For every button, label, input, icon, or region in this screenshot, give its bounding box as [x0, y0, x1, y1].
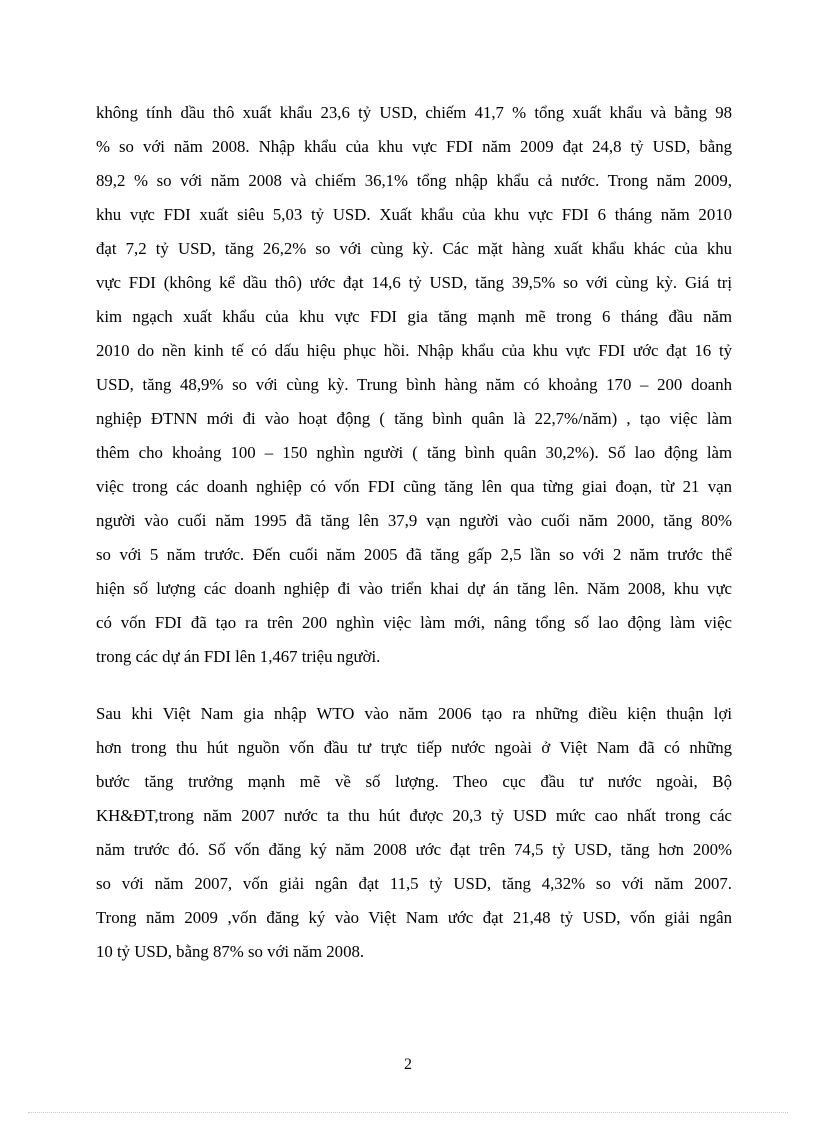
text-line: USD, tăng 48,9% so với cùng kỳ. Trung bình hàng năm có khoảng 170 – 200 doanh [96, 375, 732, 394]
text-line: hơn trong thu hút nguồn vốn đầu tư trực tiếp nước ngoài ở Việt Nam đã có những [96, 738, 732, 757]
text-line: thêm cho khoảng 100 – 150 nghìn người ( tăng bình quân 30,2%). Số lao động làm [96, 443, 732, 462]
text-line: không tính dầu thô xuất khẩu 23,6 tỷ USD, chiếm 41,7 % tổng xuất khẩu và bằng 98 [96, 103, 732, 122]
page-bottom-divider [28, 1112, 788, 1113]
text-line: hiện số lượng các doanh nghiệp đi vào triển khai dự án tăng lên. Năm 2008, khu vực [96, 579, 732, 598]
text-line: KH&ĐT,trong năm 2007 nước ta thu hút được 20,3 tỷ USD mức cao nhất trong các [96, 806, 732, 825]
text-line: 10 tỷ USD, bằng 87% so với năm 2008. [96, 942, 365, 961]
text-line: nghiệp ĐTNN mới đi vào hoạt động ( tăng bình quân là 22,7%/năm) , tạo việc làm [96, 409, 732, 428]
text-line: người vào cuối năm 1995 đã tăng lên 37,9 vạn người vào cuối năm 2000, tăng 80% [96, 511, 732, 530]
text-line: 2010 do nền kinh tế có dấu hiệu phục hồi. Nhập khẩu của khu vực FDI ước đạt 16 tỷ [96, 341, 732, 360]
text-line: trong các dự án FDI lên 1,467 triệu người. [96, 647, 381, 666]
text-line: bước tăng trưởng mạnh mẽ về số lượng. Theo cục đầu tư nước ngoài, Bộ [96, 772, 732, 791]
text-line: đạt 7,2 tỷ USD, tăng 26,2% so với cùng kỳ. Các mặt hàng xuất khẩu khác của khu [96, 239, 732, 258]
text-line: việc trong các doanh nghiệp có vốn FDI cũng tăng lên qua từng giai đoạn, từ 21 vạn [96, 477, 732, 496]
text-line: vực FDI (không kể dầu thô) ước đạt 14,6 tỷ USD, tăng 39,5% so với cùng kỳ. Giá trị [96, 273, 732, 292]
text-line: Sau khi Việt Nam gia nhập WTO vào năm 2006 tạo ra những điều kiện thuận lợi [96, 704, 732, 723]
text-line: khu vực FDI xuất siêu 5,03 tỷ USD. Xuất khẩu của khu vực FDI 6 tháng năm 2010 [96, 205, 732, 224]
text-line: Trong năm 2009 ,vốn đăng ký vào Việt Nam ước đạt 21,48 tỷ USD, vốn giải ngân [96, 908, 732, 927]
text-line: 89,2 % so với năm 2008 và chiếm 36,1% tổng nhập khẩu cả nước. Trong năm 2009, [96, 171, 732, 190]
page-number: 2 [404, 1056, 412, 1073]
text-line: so với 5 năm trước. Đến cuối năm 2005 đã tăng gấp 2,5 lần so với 2 năm trước thể [96, 545, 732, 564]
text-line: % so với năm 2008. Nhập khẩu của khu vực FDI năm 2009 đạt 24,8 tỷ USD, bằng [96, 137, 732, 156]
text-line: năm trước đó. Số vốn đăng ký năm 2008 ước đạt trên 74,5 tỷ USD, tăng hơn 200% [96, 840, 732, 859]
text-line: kim ngạch xuất khẩu của khu vực FDI gia tăng mạnh mẽ trong 6 tháng đầu năm [96, 307, 732, 326]
text-line: so với năm 2007, vốn giải ngân đạt 11,5 tỷ USD, tăng 4,32% so với năm 2007. [96, 874, 732, 893]
text-line: có vốn FDI đã tạo ra trên 200 nghìn việc làm mới, nâng tổng số lao động làm việc [96, 613, 732, 632]
